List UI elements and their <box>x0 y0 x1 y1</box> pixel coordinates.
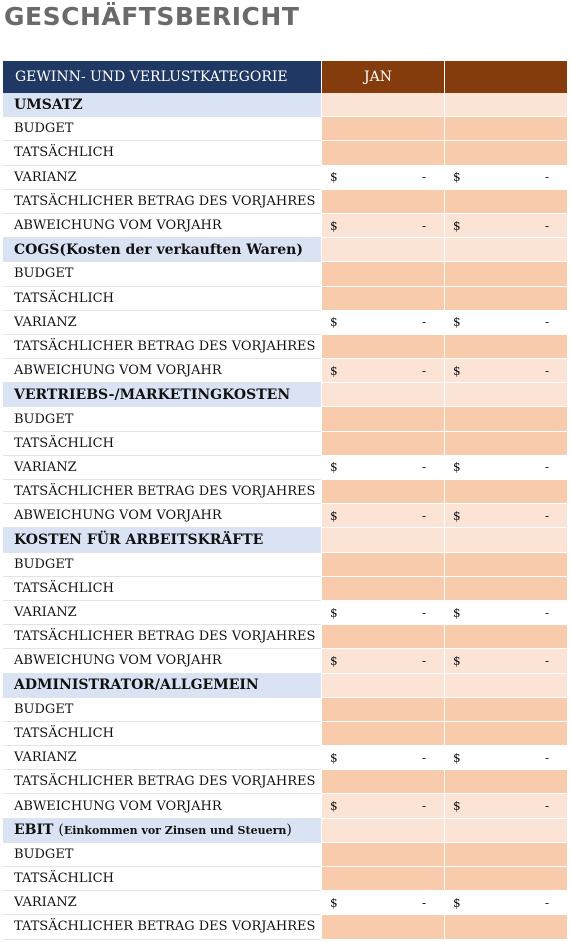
currency-symbol: $ <box>453 508 461 523</box>
value-cell-1[interactable] <box>444 601 567 625</box>
currency-symbol: $ <box>453 460 461 475</box>
value-dash: - <box>544 218 549 233</box>
table-row <box>3 190 567 214</box>
value-cell-0[interactable] <box>321 432 444 456</box>
value-dash: - <box>421 170 426 185</box>
value-dash: - <box>421 750 426 765</box>
currency-symbol: $ <box>330 508 338 523</box>
value-cell-0[interactable] <box>321 214 444 238</box>
value-cell-1[interactable] <box>444 528 567 552</box>
value-cell-1[interactable] <box>444 166 567 190</box>
value-dash: - <box>421 218 426 233</box>
section-name: COGS(Kosten der verkauften Waren) <box>14 241 303 258</box>
currency-symbol: $ <box>330 363 338 378</box>
value-cell-1[interactable] <box>444 794 567 818</box>
row-label: TATSÄCHLICH <box>3 287 321 311</box>
value-cell-0[interactable] <box>321 698 444 722</box>
category-header: GEWINN- UND VERLUSTKATEGORIE <box>3 61 321 93</box>
value-cell-0[interactable] <box>321 577 444 601</box>
value-dash: - <box>544 605 549 620</box>
currency-symbol: $ <box>453 799 461 814</box>
value-cell-1[interactable] <box>444 456 567 480</box>
value-cell-0[interactable] <box>321 117 444 141</box>
table-row <box>3 456 567 480</box>
section-title <box>3 383 321 407</box>
row-label: TATSÄCHLICH <box>3 577 321 601</box>
value-cell-1[interactable] <box>444 577 567 601</box>
value-cell-1[interactable] <box>444 287 567 311</box>
currency-symbol: $ <box>330 315 338 330</box>
value-cell-1[interactable] <box>444 432 567 456</box>
value-cell-0[interactable] <box>321 553 444 577</box>
value-cell-1[interactable] <box>444 383 567 407</box>
value-cell-1[interactable] <box>444 746 567 770</box>
section-title <box>3 528 321 552</box>
row-label: TATSÄCHLICH <box>3 867 321 891</box>
row-label: TATSÄCHLICHER BETRAG DES VORJAHRES <box>3 335 321 359</box>
value-cell-1[interactable] <box>444 504 567 528</box>
row-label: ABWEICHUNG VOM VORJAHR <box>3 649 321 673</box>
row-label: BUDGET <box>3 117 321 141</box>
value-cell-1[interactable] <box>444 770 567 794</box>
value-cell-0[interactable] <box>321 287 444 311</box>
value-cell-1[interactable] <box>444 335 567 359</box>
row-label: ABWEICHUNG VOM VORJAHR <box>3 214 321 238</box>
value-dash: - <box>544 170 549 185</box>
value-cell-0[interactable] <box>321 625 444 649</box>
value-cell-1[interactable] <box>444 407 567 431</box>
table-row <box>3 359 567 383</box>
value-dash: - <box>421 895 426 910</box>
section-title <box>3 93 321 117</box>
table-row <box>3 553 567 577</box>
currency-symbol: $ <box>330 750 338 765</box>
section-name: KOSTEN FÜR ARBEITSKRÄFTE <box>14 531 264 548</box>
value-cell-1[interactable] <box>444 625 567 649</box>
value-cell-1[interactable] <box>444 553 567 577</box>
value-cell-1[interactable] <box>444 262 567 286</box>
value-cell-0[interactable] <box>321 311 444 335</box>
row-label: ABWEICHUNG VOM VORJAHR <box>3 359 321 383</box>
table-row <box>3 432 567 456</box>
value-cell-1[interactable] <box>444 141 567 165</box>
table-row <box>3 722 567 746</box>
row-label: BUDGET <box>3 843 321 867</box>
value-cell-0[interactable] <box>321 867 444 891</box>
section-name-detail: Einkommen vor Zinsen und Steuern <box>63 823 287 837</box>
table-row <box>3 770 567 794</box>
row-label: TATSÄCHLICH <box>3 141 321 165</box>
currency-symbol: $ <box>453 605 461 620</box>
value-dash: - <box>421 799 426 814</box>
value-cell-0[interactable] <box>321 528 444 552</box>
value-cell-0[interactable] <box>321 915 444 939</box>
currency-symbol: $ <box>330 605 338 620</box>
value-cell-0[interactable] <box>321 93 444 117</box>
value-cell-1[interactable] <box>444 867 567 891</box>
value-dash: - <box>544 895 549 910</box>
table-row <box>3 601 567 625</box>
currency-symbol: $ <box>330 170 338 185</box>
value-dash: - <box>544 460 549 475</box>
table-header <box>3 61 567 93</box>
value-cell-0[interactable] <box>321 794 444 818</box>
row-label: BUDGET <box>3 262 321 286</box>
value-cell-1[interactable] <box>444 819 567 843</box>
value-cell-1[interactable] <box>444 480 567 504</box>
currency-symbol: $ <box>330 799 338 814</box>
value-cell-0[interactable] <box>321 383 444 407</box>
row-label: TATSÄCHLICHER BETRAG DES VORJAHRES <box>3 625 321 649</box>
value-dash: - <box>544 799 549 814</box>
value-cell-1[interactable] <box>444 843 567 867</box>
value-cell-1[interactable] <box>444 359 567 383</box>
section-ebit <box>3 819 567 843</box>
value-dash: - <box>544 750 549 765</box>
value-dash: - <box>544 508 549 523</box>
value-cell-1[interactable] <box>444 117 567 141</box>
value-dash: - <box>421 653 426 668</box>
value-cell-0[interactable] <box>321 674 444 698</box>
table-row <box>3 891 567 915</box>
row-label: BUDGET <box>3 407 321 431</box>
value-cell-1[interactable] <box>444 722 567 746</box>
value-cell-0[interactable] <box>321 746 444 770</box>
value-cell-0[interactable] <box>321 335 444 359</box>
table-row <box>3 867 567 891</box>
row-label: ABWEICHUNG VOM VORJAHR <box>3 794 321 818</box>
section-name: EBIT <box>14 822 54 839</box>
table-row <box>3 915 567 939</box>
table-row <box>3 698 567 722</box>
value-cell-1[interactable] <box>444 915 567 939</box>
value-cell-0[interactable] <box>321 843 444 867</box>
value-cell-0[interactable] <box>321 722 444 746</box>
row-label: TATSÄCHLICHER BETRAG DES VORJAHRES <box>3 480 321 504</box>
currency-symbol: $ <box>453 315 461 330</box>
value-dash: - <box>421 363 426 378</box>
table-row <box>3 262 567 286</box>
table-row <box>3 625 567 649</box>
table-row <box>3 311 567 335</box>
currency-symbol: $ <box>330 218 338 233</box>
table-row <box>3 141 567 165</box>
page-title: GESCHÄFTSBERICHT <box>4 2 300 31</box>
section-admin <box>3 674 567 698</box>
month-header-jan[interactable]: JAN <box>321 61 444 93</box>
table-row <box>3 117 567 141</box>
value-dash: - <box>544 315 549 330</box>
table-row <box>3 480 567 504</box>
value-dash: - <box>544 653 549 668</box>
paren-close: ) <box>286 822 292 839</box>
value-dash: - <box>421 315 426 330</box>
row-label: BUDGET <box>3 698 321 722</box>
row-label: TATSÄCHLICH <box>3 432 321 456</box>
section-cogs <box>3 238 567 262</box>
value-cell-0[interactable] <box>321 601 444 625</box>
value-cell-0[interactable] <box>321 166 444 190</box>
value-cell-0[interactable] <box>321 891 444 915</box>
currency-symbol: $ <box>453 363 461 378</box>
value-cell-1[interactable] <box>444 311 567 335</box>
row-label: VARIANZ <box>3 601 321 625</box>
month-header-next[interactable] <box>444 61 567 93</box>
row-label: TATSÄCHLICHER BETRAG DES VORJAHRES <box>3 190 321 214</box>
table-row <box>3 504 567 528</box>
section-title <box>3 238 321 262</box>
value-cell-0[interactable] <box>321 649 444 673</box>
value-dash: - <box>421 460 426 475</box>
value-cell-1[interactable] <box>444 674 567 698</box>
section-name: ADMINISTRATOR/ALLGEMEIN <box>14 677 259 694</box>
table-row <box>3 577 567 601</box>
value-cell-1[interactable] <box>444 93 567 117</box>
row-label: VARIANZ <box>3 891 321 915</box>
row-label: ABWEICHUNG VOM VORJAHR <box>3 504 321 528</box>
value-cell-0[interactable] <box>321 480 444 504</box>
value-dash: - <box>421 605 426 620</box>
profit-loss-table <box>3 61 567 940</box>
table-row <box>3 794 567 818</box>
table-row <box>3 214 567 238</box>
table-row <box>3 649 567 673</box>
currency-symbol: $ <box>453 170 461 185</box>
section-umsatz <box>3 93 567 117</box>
row-label: TATSÄCHLICHER BETRAG DES VORJAHRES <box>3 915 321 939</box>
row-label: TATSÄCHLICH <box>3 722 321 746</box>
value-cell-0[interactable] <box>321 407 444 431</box>
value-cell-0[interactable] <box>321 238 444 262</box>
section-vertrieb <box>3 383 567 407</box>
table-row <box>3 407 567 431</box>
table-row <box>3 287 567 311</box>
table-row <box>3 746 567 770</box>
value-cell-0[interactable] <box>321 359 444 383</box>
value-cell-0[interactable] <box>321 190 444 214</box>
section-arbeitskraefte <box>3 528 567 552</box>
currency-symbol: $ <box>453 218 461 233</box>
value-dash: - <box>544 363 549 378</box>
table-row <box>3 166 567 190</box>
section-title <box>3 674 321 698</box>
table-row <box>3 843 567 867</box>
table-row <box>3 335 567 359</box>
currency-symbol: $ <box>330 895 338 910</box>
value-cell-1[interactable] <box>444 190 567 214</box>
value-cell-0[interactable] <box>321 819 444 843</box>
currency-symbol: $ <box>330 460 338 475</box>
value-cell-0[interactable] <box>321 141 444 165</box>
value-cell-0[interactable] <box>321 504 444 528</box>
row-label: VARIANZ <box>3 746 321 770</box>
value-cell-1[interactable] <box>444 698 567 722</box>
currency-symbol: $ <box>453 750 461 765</box>
currency-symbol: $ <box>330 653 338 668</box>
paren-open: ( <box>58 822 64 839</box>
row-label: BUDGET <box>3 553 321 577</box>
currency-symbol: $ <box>453 653 461 668</box>
value-cell-1[interactable] <box>444 214 567 238</box>
row-label: TATSÄCHLICHER BETRAG DES VORJAHRES <box>3 770 321 794</box>
value-cell-0[interactable] <box>321 770 444 794</box>
value-cell-0[interactable] <box>321 262 444 286</box>
value-cell-1[interactable] <box>444 891 567 915</box>
section-title <box>3 819 321 843</box>
section-name: VERTRIEBS-/MARKETINGKOSTEN <box>14 386 291 403</box>
section-name: UMSATZ <box>14 96 83 113</box>
currency-symbol: $ <box>453 895 461 910</box>
value-cell-1[interactable] <box>444 649 567 673</box>
value-dash: - <box>421 508 426 523</box>
row-label: VARIANZ <box>3 456 321 480</box>
row-label: VARIANZ <box>3 311 321 335</box>
value-cell-0[interactable] <box>321 456 444 480</box>
value-cell-1[interactable] <box>444 238 567 262</box>
row-label: VARIANZ <box>3 166 321 190</box>
